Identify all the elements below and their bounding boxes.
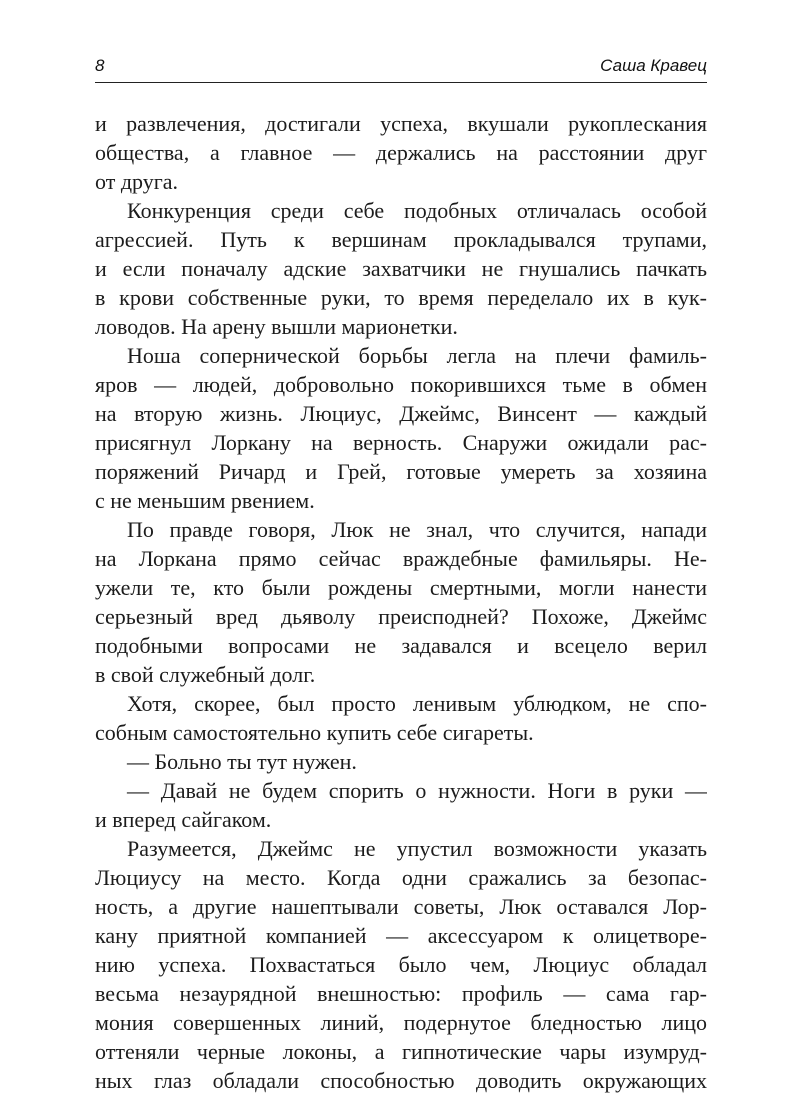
text-line: Разумеется, Джеймс не упустил возможности указать — [127, 836, 707, 861]
text-line: Ноша сопернической борьбы легла на плечи фамиль- — [127, 343, 707, 368]
text-line: на Лоркана прямо сейчас враждебные фамильяры. Не- — [95, 546, 707, 571]
text-line: и развлечения, достигали успеха, вкушали рукоплескания — [95, 111, 707, 136]
text-line: Хотя, скорее, был просто ленивым ублюдком, не спо- — [127, 691, 707, 716]
text-line: Люциусу на место. Когда одни сражались за безопас- — [95, 865, 707, 890]
text-line: мония совершенных линий, подернутое бледностью лицо — [95, 1010, 707, 1035]
text-line: яров — людей, добровольно покорившихся тьме в обмен — [95, 372, 707, 397]
running-head — [95, 52, 707, 80]
text-line: на вторую жизнь. Люциус, Джеймс, Винсент — каждый — [95, 401, 707, 426]
text-line: Конкуренция среди себе подобных отличалась особой — [127, 198, 707, 223]
text-line: По правде говоря, Люк не знал, что случится, напади — [127, 517, 707, 542]
body-text — [95, 109, 707, 1095]
text-line: подобными вопросами не задавался и всецело верил — [95, 633, 707, 658]
header-rule — [95, 82, 707, 83]
text-line: серьезный вред дьяволу преисподней? Похоже, Джеймс — [95, 604, 707, 629]
text-line: весьма незаурядной внешностью: профиль — сама гар- — [95, 981, 707, 1006]
text-line: ных глаз обладали способностью доводить окружающих — [95, 1068, 707, 1093]
text-line: нию успеха. Похвастаться было чем, Люциус обладал — [95, 952, 707, 977]
text-line: в свой служебный долг. — [95, 662, 316, 687]
text-line: поряжений Ричард и Грей, готовые умереть за хозяина — [95, 459, 707, 484]
text-line: — Больно ты тут нужен. — [127, 749, 357, 774]
text-line: присягнул Лоркану на верность. Снаружи ожидали рас- — [95, 430, 707, 455]
text-line: ность, а другие нашептывали советы, Люк оставался Лор- — [95, 894, 707, 919]
text-line: и вперед сайгаком. — [95, 807, 272, 832]
text-line: от друга. — [95, 169, 179, 194]
page-number: 8 — [95, 56, 105, 75]
text-line: в крови собственные руки, то время переделало их в кук- — [95, 285, 707, 310]
text-line: кану приятной компанией — аксессуаром к олицетворе- — [95, 923, 707, 948]
text-line: — Давай не будем спорить о нужности. Ноги в руки — — [127, 778, 707, 803]
text-line: агрессией. Путь к вершинам прокладывался трупами, — [95, 227, 707, 252]
book-author: Саша Кравец — [600, 56, 707, 75]
text-line: ужели те, кто были рождены смертными, могли нанести — [95, 575, 707, 600]
text-line: и если поначалу адские захватчики не гнушались пачкать — [95, 256, 707, 281]
text-line: собным самостоятельно купить себе сигареты. — [95, 720, 534, 745]
text-line: оттеняли черные локоны, а гипнотические чары изумруд- — [95, 1039, 707, 1064]
text-line: ловодов. На арену вышли марионетки. — [95, 314, 458, 339]
text-line: с не меньшим рвением. — [95, 488, 315, 513]
text-line: общества, а главное — держались на расстоянии друг — [95, 140, 707, 165]
